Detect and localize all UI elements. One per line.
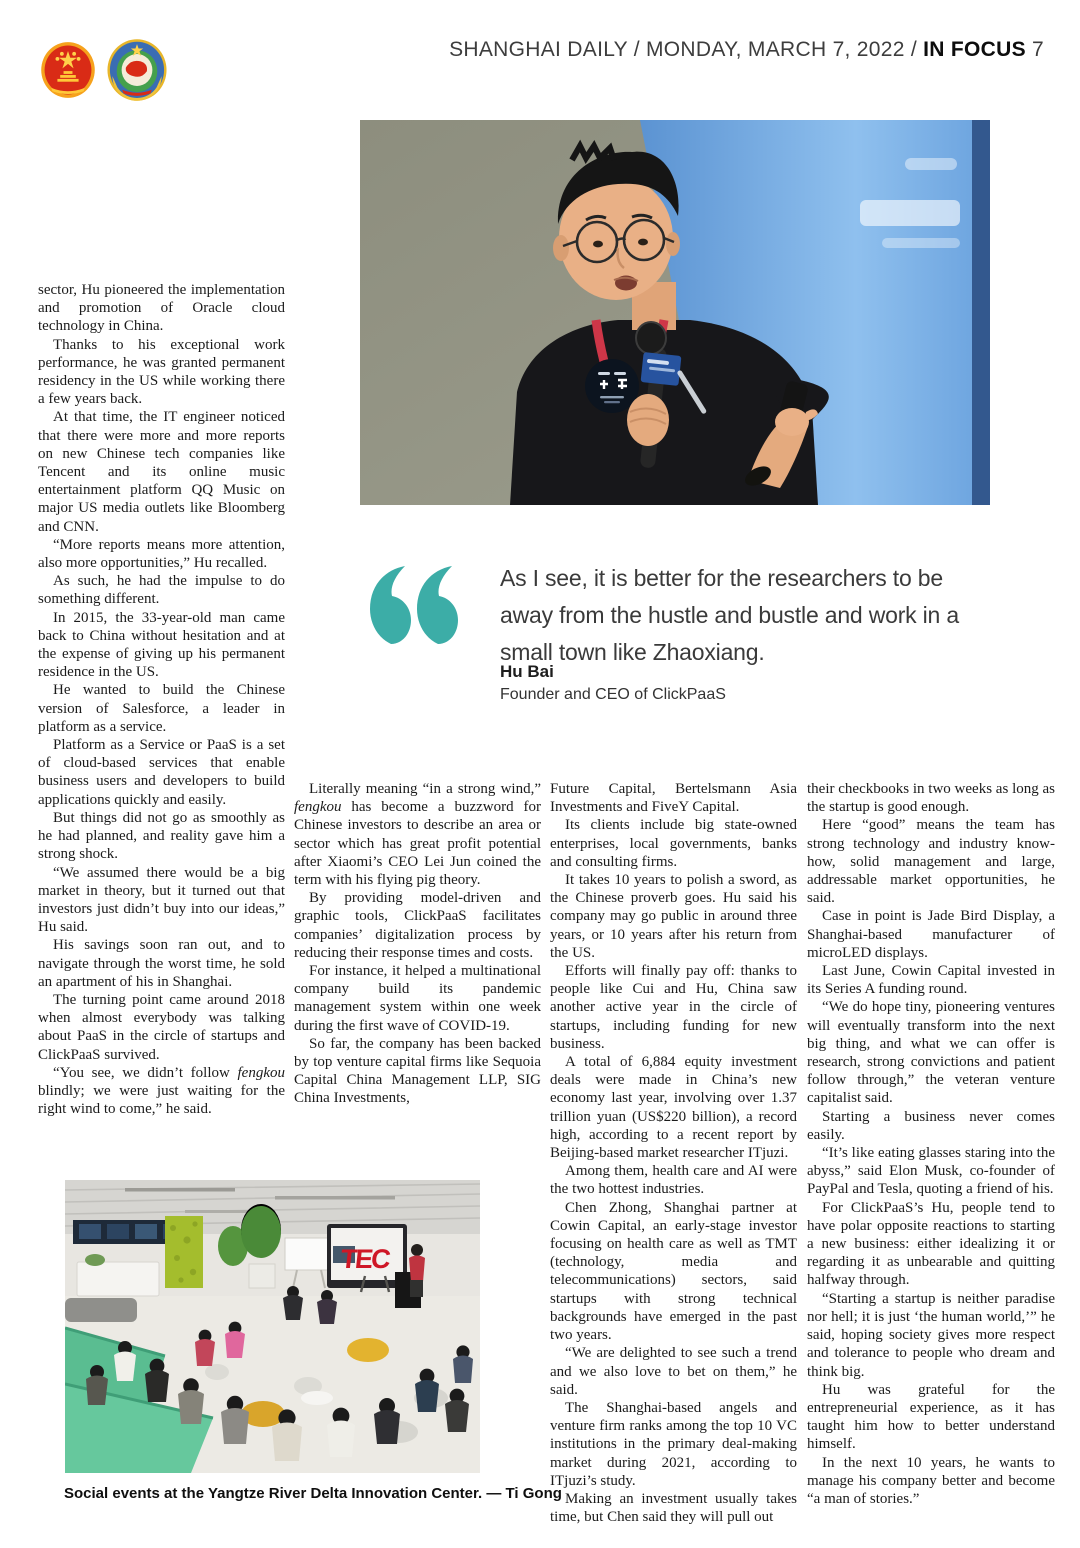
article-paragraph: sector, Hu pioneered the implementation and promotion of Oracle cloud technology in China. (38, 282, 285, 335)
article-paragraph: A total of 6,884 equity investment deals were made in China’s new economy last year, involving over 1.37 trillion yuan (US$220 billion), a record high, according to a recent report by Beijing-based market researcher ITjuzi. (550, 1054, 797, 1162)
article-paragraph: “We do hope tiny, pioneering ventures will eventually transform into the next big thing, and what we can offer is research, strong convictions and patient follow through,” the veteran venture capitalist said. (807, 999, 1055, 1107)
article-paragraph: By providing model-driven and graphic tools, ClickPaaS facilitates companies’ digitalization process by reducing their response times and costs. (294, 890, 541, 961)
pull-quote-author: Hu Bai (500, 662, 554, 681)
masthead-page-number: 7 (1025, 38, 1044, 61)
article-paragraph: “We assumed there would be a big market in theory, but it turned out that investors just didn’t buy into our ideas,” Hu said. (38, 864, 285, 936)
article-paragraph: Literally meaning “in a strong wind,” fengkou has become a buzzword for Chinese investors to describe an area or sector which has great profit potential after Xiaomi’s CEO Lei Jun coined the term with his flying pig theory. (294, 781, 541, 889)
article-paragraph: As such, he had the impulse to do something different. (38, 573, 285, 608)
article-paragraph: In 2015, the 33-year-old man came back to China without hesitation and at the expense of giving up his permanent residence in the US. (38, 609, 285, 681)
article-paragraph: Future Capital, Bertelsmann Asia Investments and FiveY Capital. (550, 781, 797, 816)
article-paragraph: So far, the company has been backed by top venture capital firms like Sequoia Capital China Management LLP, SIG China Investments, (294, 1035, 541, 1107)
article-paragraph: Platform as a Service or PaaS is a set of cloud-based services that enable business users and developers to build applications quickly and easily. (38, 737, 285, 808)
article-paragraph: Here “good” means the team has strong technology and industry know-how, solid management and large, addressable market opportunities, he said. (807, 817, 1055, 907)
mic-flag (641, 352, 682, 386)
article-paragraph: Last June, Cowin Capital invested in its Series A funding round. (807, 963, 1055, 998)
article-paragraph: Chen Zhong, Shanghai partner at Cowin Capital, an early-stage investor focusing on health care as well as TMT (technology, media and telecommunications) sectors, said startups with strong technical backgrounds have emerged in the past two years. (550, 1199, 797, 1344)
article-paragraph: “We are delighted to see such a trend and we also love to bet on them,” he said. (550, 1345, 797, 1398)
quote-mark-icon (370, 566, 458, 646)
main-photo-illustration (360, 120, 990, 505)
pull-quote-line: away from the hustle and bustle and work in a (500, 602, 959, 628)
article-paragraph: “More reports means more attention, also more opportunities,” Hu recalled. (38, 536, 285, 572)
article-column-3 (550, 780, 797, 1526)
article-paragraph: Hu was grateful for the entrepreneurial experience, as it has taught him how to better understand himself. (807, 1381, 1055, 1453)
article-column-2 (294, 780, 541, 1108)
bottom-photo (65, 1180, 480, 1473)
article-paragraph: For ClickPaaS’s Hu, people tend to have polar opposite reactions to starting a new business: either idealizing it or regarding it as unbearable and quitting halfway through. (807, 1199, 1055, 1289)
article-paragraph: It takes 10 years to polish a sword, as the Chinese proverb goes. Hu said his company may go public in around three years, or 10 years after his return from the US. (550, 872, 797, 961)
article-paragraph: “You see, we didn’t follow fengkou blindly; we were just waiting for the right wind to come,” he said. (38, 1064, 285, 1118)
article-column-4 (807, 780, 1055, 1508)
article-paragraph: Among them, health care and AI were the two hottest industries. (550, 1163, 797, 1198)
emblem-logos (40, 38, 168, 102)
article-paragraph: “Starting a startup is neither paradise nor hell; it is just ‘the human world,’” he said, hoping society gives more respect and tolerance to people who dream and think big. (807, 1290, 1055, 1380)
article-paragraph: The turning point came around 2018 when almost everybody was talking about PaaS in the circle of startups and ClickPaaS survived. (38, 991, 285, 1063)
pull-quote-text (500, 560, 980, 671)
article-paragraph: The Shanghai-based angels and venture firm ranks among the top 10 VC institutions in the primary deal-making market during 2021, according to ITjuzi’s study. (550, 1399, 797, 1489)
article-paragraph: His savings soon ran out, and to navigate through the worst time, he sold an apartment of his in Shanghai. (38, 937, 285, 990)
cppcc-emblem-icon (106, 38, 168, 102)
article-paragraph: Thanks to his exceptional work performance, he was granted permanent residency in the US while working there a few years back. (38, 336, 285, 408)
article-paragraph: Its clients include big state-owned enterprises, local governments, banks and consulting firms. (550, 817, 797, 870)
pull-quote-line: As I see, it is better for the researchers to be (500, 565, 943, 591)
article-paragraph: their checkbooks in two weeks as long as the startup is good enough. (807, 781, 1055, 816)
masthead (449, 38, 1044, 62)
main-photo (360, 120, 990, 505)
bottom-photo-illustration (65, 1180, 480, 1473)
screen-edge (972, 120, 990, 505)
masthead-section: IN FOCUS (923, 38, 1026, 61)
article-paragraph: “It’s like eating glasses staring into the abyss,” said Elon Musk, co-founder of PayPal and Tesla, quoting a friend of his. (807, 1145, 1055, 1198)
bottom-photo-caption: Social events at the Yangtze River Delta Innovation Center. — Ti Gong (64, 1485, 562, 1502)
article-paragraph: Making an investment usually takes time, but Chen said they will pull out (550, 1490, 797, 1526)
article-paragraph: But things did not go as smoothly as he had planned, and reality gave him a strong shock. (38, 809, 285, 863)
screen-text: TEC (339, 1243, 391, 1274)
masthead-date: SHANGHAI DAILY / MONDAY, MARCH 7, 2022 / (449, 38, 924, 61)
china-national-emblem-icon (40, 41, 96, 99)
article-paragraph: Efforts will finally pay off: thanks to people like Cui and Hu, China saw another active year in the circle of startups, including funding for new business. (550, 963, 797, 1052)
article-paragraph: He wanted to build the Chinese version of Salesforce, a leader in platform as a service. (38, 682, 285, 735)
article-paragraph: Case in point is Jade Bird Display, a Shanghai-based manufacturer of microLED displays. (807, 908, 1055, 961)
pull-quote-line: small town like Zhaoxiang. (500, 639, 765, 665)
pull-quote-author-title: Founder and CEO of ClickPaaS (500, 686, 726, 703)
article-paragraph: Starting a business never comes easily. (807, 1108, 1055, 1143)
article-paragraph: In the next 10 years, he wants to manage his company better and become “a man of stories.” (807, 1454, 1055, 1507)
speaker-badge (585, 359, 639, 413)
article-column-1 (38, 281, 285, 1118)
article-paragraph: For instance, it helped a multinational company build its pandemic management system within one week during the first wave of COVID-19. (294, 963, 541, 1034)
article-paragraph: At that time, the IT engineer noticed that there were more and more reports on new Chinese tech companies like Tencent and its online music entertainment platform QQ Music on major US media outlets like Bloomberg and CNN. (38, 409, 285, 535)
